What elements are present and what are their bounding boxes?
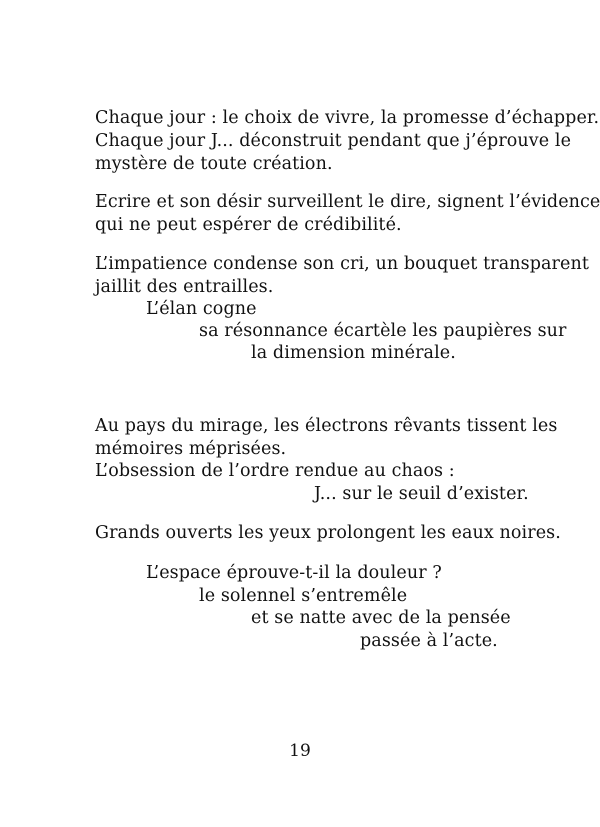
text-line: L’élan cogne [146, 299, 257, 319]
text-line: L’espace éprouve-t-il la douleur ? [146, 563, 442, 583]
text-line: et se natte avec de la pensée [251, 608, 511, 628]
text-line: Au pays du mirage, les électrons rêvants tissent les [95, 416, 558, 436]
text-line: J... sur le seuil d’exister. [314, 484, 529, 504]
text-line: L’impatience condense son cri, un bouquet transparent [95, 254, 589, 274]
text-line: Chaque jour J... déconstruit pendant que j’éprouve le [95, 131, 572, 151]
text-line: la dimension minérale. [251, 343, 456, 363]
text-line: L’obsession de l’ordre rendue au chaos : [95, 461, 455, 481]
text-line: le solennel s’entremêle [199, 586, 408, 606]
text-line: Ecrire et son désir surveillent le dire, signent l’évidence [95, 192, 600, 212]
text-line: mémoires méprisées. [95, 439, 287, 459]
text-line: sa résonnance écartèle les paupières sur [199, 321, 567, 341]
text-line: mystère de toute création. [95, 154, 333, 174]
text-line: Chaque jour : le choix de vivre, la promesse d’échapper. [95, 108, 600, 128]
text-line: Grands ouverts les yeux prolongent les eaux noires. [95, 523, 561, 543]
page-number: 19 [289, 741, 311, 761]
text-line: qui ne peut espérer de crédibilité. [95, 215, 402, 235]
text-line: jaillit des entrailles. [95, 277, 274, 297]
text-line: passée à l’acte. [360, 631, 498, 651]
